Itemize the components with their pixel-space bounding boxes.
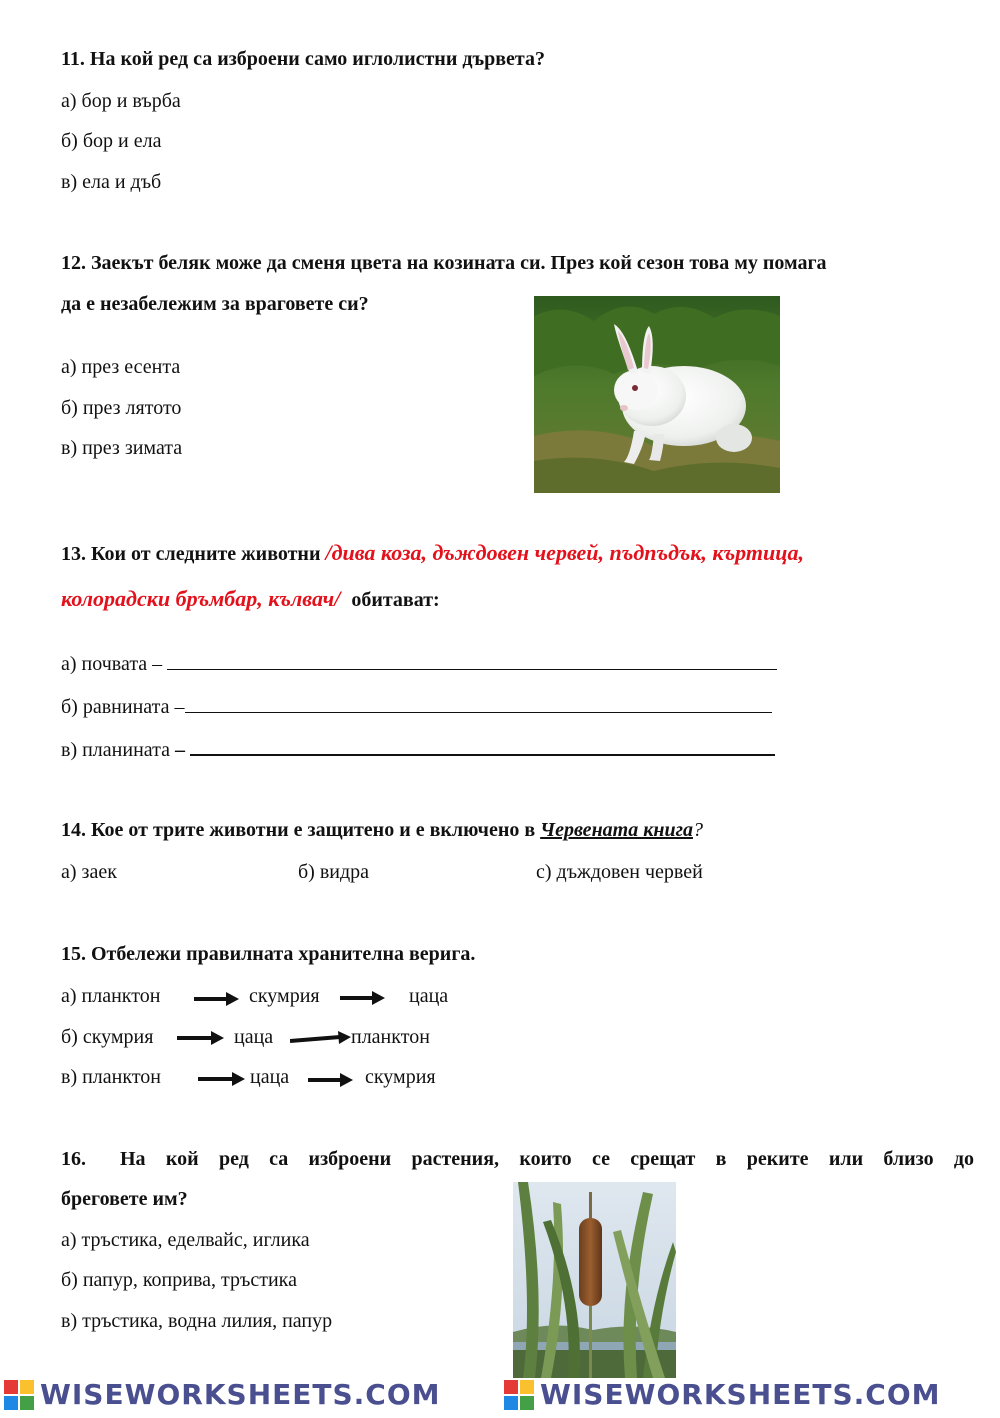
- q13-answer-line-b[interactable]: [185, 696, 772, 713]
- footer-brand-text-2: WISEWORKSHEETS.COM: [540, 1378, 941, 1411]
- q15-a-item-3: цаца: [409, 985, 449, 1007]
- question-12-line-1: 12. Заекът беляк може да сменя цвета на козината си. През кой сезон това му помага: [61, 252, 827, 274]
- q14-option-b[interactable]: б) видра: [298, 861, 370, 883]
- question-15: 15. Отбележи правилната хранителна верига.: [61, 943, 476, 965]
- q15-a-item-2: скумрия: [249, 985, 320, 1007]
- question-16-line-2: бреговете им?: [61, 1188, 188, 1210]
- q13-option-c-dash: –: [175, 739, 190, 761]
- q15-c-item-3: скумрия: [365, 1066, 436, 1088]
- q15-a-item-1[interactable]: а) планктон: [61, 985, 161, 1007]
- footer-watermark: [0, 1376, 1000, 1413]
- question-13-line-1: [61, 540, 804, 566]
- q14-question-mark: ?: [692, 819, 703, 841]
- arrow-icon: [290, 1031, 352, 1047]
- arrow-icon: [194, 991, 240, 1007]
- footer-brand-text-1: WISEWORKSHEETS.COM: [40, 1378, 441, 1411]
- q11-option-b[interactable]: б) бор и ела: [61, 130, 162, 152]
- arrow-icon: [308, 1072, 354, 1088]
- arrow-icon: [340, 990, 386, 1006]
- question-13-line-2: [61, 586, 440, 612]
- q16-option-b[interactable]: б) папур, коприва, тръстика: [61, 1269, 297, 1291]
- q14-option-a[interactable]: а) заек: [61, 861, 117, 883]
- q12-option-b[interactable]: б) през лятото: [61, 397, 182, 419]
- question-14: [61, 819, 703, 842]
- q13-option-a-label: а) почвата –: [61, 653, 168, 675]
- q13-suffix: обитават:: [351, 589, 440, 611]
- q13-option-b: [61, 696, 772, 719]
- q15-b-item-1[interactable]: б) скумрия: [61, 1026, 154, 1048]
- wise-logo-icon: [504, 1380, 534, 1410]
- q13-prefix: 13. Кои от следните животни: [61, 543, 326, 565]
- q16-option-a[interactable]: а) тръстика, еделвайс, иглика: [61, 1229, 310, 1251]
- q15-b-item-2: цаца: [234, 1026, 274, 1048]
- q13-answer-line-c[interactable]: [190, 738, 775, 756]
- question-16-line-1: На кой ред са изброени растения, които се срещат в реките или близо до: [120, 1148, 974, 1170]
- red-book-title: Червената книга: [540, 819, 693, 841]
- q11-option-a[interactable]: а) бор и върба: [61, 90, 181, 112]
- arrow-icon: [198, 1071, 246, 1087]
- q13-option-b-label: б) равнината –: [61, 696, 185, 718]
- question-11: 11. На кой ред са изброени само иглолистни дървета?: [61, 48, 545, 70]
- q16-number: 16.: [61, 1148, 86, 1170]
- q13-option-c: [61, 738, 775, 762]
- q13-animal-list-line-2: колорадски бръмбар, кълвач/: [61, 586, 341, 611]
- wise-logo-icon: [4, 1380, 34, 1410]
- q16-option-c[interactable]: в) тръстика, водна лилия, папур: [61, 1310, 333, 1332]
- q13-animal-list-line-1: /дива коза, дъждовен червей, пъдпъдък, къртица,: [325, 540, 804, 565]
- q13-option-c-label: в) планината: [61, 739, 175, 761]
- q12-option-a[interactable]: а) през есента: [61, 356, 181, 378]
- question-12-line-2: да е незабележим за враговете си?: [61, 293, 369, 315]
- q12-option-c[interactable]: в) през зимата: [61, 437, 183, 459]
- q13-answer-line-a[interactable]: [167, 653, 777, 670]
- arrow-icon: [177, 1030, 225, 1046]
- q14-option-c[interactable]: с) дъждовен червей: [536, 861, 703, 883]
- q15-c-item-1[interactable]: в) планктон: [61, 1066, 161, 1088]
- q14-text: 14. Кое от трите животни е защитено и е включено в: [61, 819, 541, 841]
- q15-c-item-2: цаца: [250, 1066, 290, 1088]
- q13-option-a: [61, 653, 777, 676]
- white-rabbit-image: [534, 296, 780, 493]
- q11-option-c[interactable]: в) ела и дъб: [61, 171, 162, 193]
- cattail-plant-image: [513, 1182, 676, 1378]
- q15-b-item-3: планктон: [351, 1026, 430, 1048]
